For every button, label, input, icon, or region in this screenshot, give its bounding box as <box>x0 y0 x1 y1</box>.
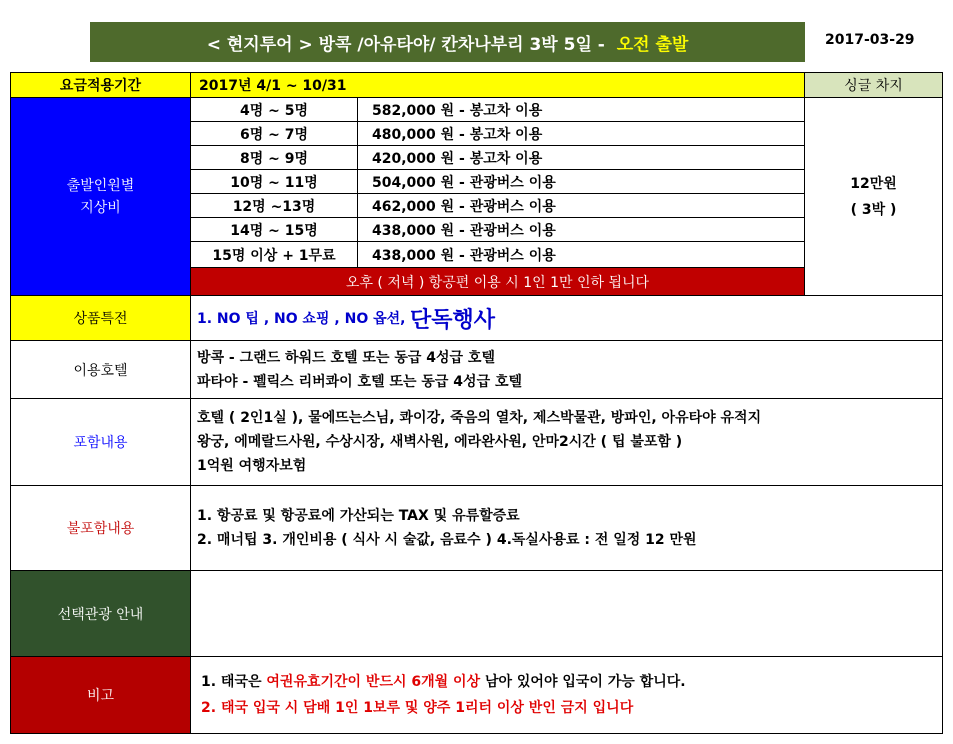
optional-label: 선택관광 안내 <box>10 570 191 657</box>
excluded-label: 불포함내용 <box>10 485 191 571</box>
included-label: 포함내용 <box>10 398 191 486</box>
included-value <box>190 398 943 486</box>
features-value <box>190 295 943 341</box>
pricing-row-price: 504,000 원 - 관광버스 이용 <box>357 169 805 194</box>
period-value: 2017년 4/1 ~ 10/31 <box>190 72 805 98</box>
pricing-row-people: 4명 ~ 5명 <box>190 97 358 122</box>
pricing-row-people: 14명 ~ 15명 <box>190 217 358 242</box>
pricing-row-price: 420,000 원 - 봉고차 이용 <box>357 145 805 170</box>
pricing-label-line1: 출발인원별 <box>66 177 135 194</box>
pricing-row-people: 10명 ~ 11명 <box>190 169 358 194</box>
pricing-note: 오후 ( 저녁 ) 항공편 이용 시 1인 1만 인하 됩니다 <box>190 267 805 296</box>
hotel-value <box>190 340 943 399</box>
excluded-line: 1. 항공료 및 항공료에 가산되는 TAX 및 유류할증료 <box>197 508 520 524</box>
pricing-row-price: 462,000 원 - 관광버스 이용 <box>357 193 805 218</box>
title-main: < 현지투어 > 방콕 /아유타야/ 칸차나부리 3박 5일 - <box>206 34 617 55</box>
excluded-value <box>190 485 943 571</box>
remarks-line2-number: 2. <box>201 700 221 716</box>
hotel-label: 이용호텔 <box>10 340 191 399</box>
included-line: 왕궁, 에메랄드사원, 수상시장, 새벽사원, 에라완사원, 안마2시간 ( 팁 불포함 ) <box>197 434 683 450</box>
pricing-label-line2: 지상비 <box>80 199 121 216</box>
pricing-row-people: 12명 ~13명 <box>190 193 358 218</box>
features-highlight: 단독행사 <box>409 307 495 333</box>
single-charge-value <box>804 97 943 296</box>
pricing-label <box>10 97 191 296</box>
included-line: 1억원 여행자보험 <box>197 458 307 474</box>
pricing-row-price: 438,000 원 - 관광버스 이용 <box>357 241 805 268</box>
remarks-value <box>190 656 943 734</box>
pricing-row-price: 438,000 원 - 관광버스 이용 <box>357 217 805 242</box>
page-title <box>90 22 805 62</box>
remarks-line-2 <box>201 695 633 721</box>
remarks-line2-highlight: 태국 입국 시 담배 1인 1보루 및 양주 1리터 이상 반인 금지 입니다 <box>220 700 634 716</box>
pricing-row-people: 15명 이상 + 1무료 <box>190 241 358 268</box>
remarks-line1-highlight: 여권유효기간이 반드시 6개월 이상 <box>266 674 481 690</box>
features-label: 상품특전 <box>10 295 191 341</box>
included-line: 호텔 ( 2인1실 ), 물에뜨는스님, 콰이강, 죽음의 열차, 제스박물관, 방파인, 아유타야 유적지 <box>197 410 762 426</box>
document-date: 2017-03-29 <box>825 32 915 48</box>
title-highlight: 오전 출발 <box>616 34 689 55</box>
hotel-line: 방콕 - 그랜드 하워드 호텔 또는 동급 4성급 호텔 <box>197 349 495 366</box>
remarks-label: 비고 <box>10 656 191 734</box>
single-charge-label: 싱글 차지 <box>804 72 943 98</box>
pricing-row-price: 480,000 원 - 봉고차 이용 <box>357 121 805 146</box>
single-charge-amount: 12만원 <box>850 175 897 192</box>
remarks-line1-start: 1. 태국은 <box>201 674 267 690</box>
features-text: 1. NO 팁 , NO 쇼핑 , NO 옵션, <box>197 311 406 327</box>
excluded-line: 2. 매너팁 3. 개인비용 ( 식사 시 술값, 음료수 ) 4.독실사용료 : 전 일정 12 만원 <box>197 532 697 548</box>
remarks-line1-end: 남아 있어야 입국이 가능 합니다. <box>480 674 686 690</box>
pricing-row-people: 8명 ~ 9명 <box>190 145 358 170</box>
optional-value <box>190 570 943 657</box>
remarks-line-1 <box>201 669 686 695</box>
single-charge-nights: ( 3박 ) <box>850 201 897 218</box>
pricing-row-price: 582,000 원 - 봉고차 이용 <box>357 97 805 122</box>
pricing-row-people: 6명 ~ 7명 <box>190 121 358 146</box>
period-label: 요금적용기간 <box>10 72 191 98</box>
hotel-line: 파타야 - 펠릭스 리버콰이 호텔 또는 동급 4성급 호텔 <box>197 373 523 390</box>
